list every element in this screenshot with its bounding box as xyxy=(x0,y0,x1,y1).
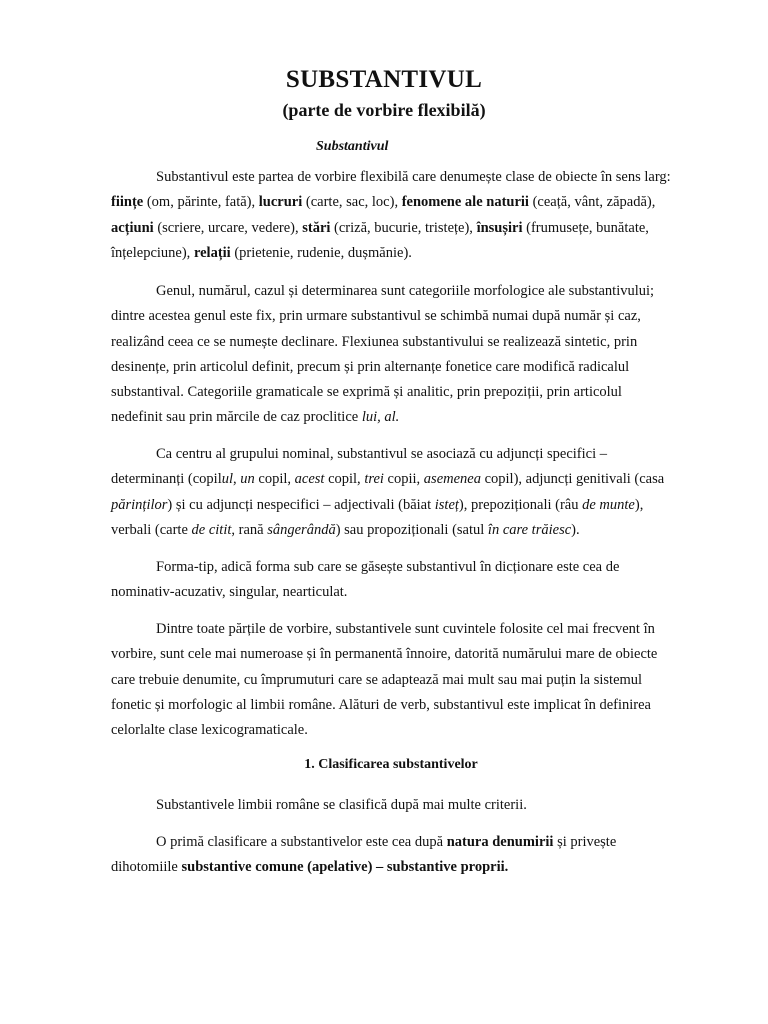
text-run: O primă clasificare a substantivelor este cea după xyxy=(156,834,447,850)
text-run: ) și cu adjuncți nespecifici – adjectivali (băiat xyxy=(167,496,435,513)
paragraph-criteria xyxy=(111,793,711,818)
italic-text: de munte xyxy=(582,496,635,513)
paragraph-first-classification xyxy=(111,830,711,881)
text-run: (carte, sac, loc), xyxy=(302,194,402,211)
bold-text: acțiuni xyxy=(111,219,154,236)
text-line xyxy=(111,617,711,642)
text-run: Ca centru al grupului nominal, substantivul se asociază cu adjuncți specifici – xyxy=(156,446,607,462)
bold-text: relații xyxy=(193,244,231,261)
text-run: , xyxy=(233,471,241,488)
text-run: Substantivele limbii române se clasifică după mai multe criterii. xyxy=(156,797,527,813)
bold-text: lucruri xyxy=(258,194,303,211)
italic-text: asemenea xyxy=(423,471,481,488)
text-run: copii, xyxy=(383,471,424,488)
text-run: fonetic și morfologic al limbii române. Alături de verb, substantivul este implicat în definirea xyxy=(111,696,651,713)
text-line xyxy=(111,555,711,580)
page-title: SUBSTANTIVUL xyxy=(285,66,483,93)
text-line xyxy=(111,718,711,743)
text-line xyxy=(111,190,711,215)
text-run: copil, xyxy=(324,471,365,488)
text-run: dintre acestea genul este fix, prin urmare substantivul se schimbă numai după număr și caz, xyxy=(111,308,641,325)
text-line xyxy=(111,405,711,430)
bold-text: ființe xyxy=(111,194,144,211)
text-run: copil), adjuncți genitivali (casa xyxy=(480,471,665,488)
text-line xyxy=(111,467,711,492)
text-line xyxy=(111,216,711,241)
paragraph-frequency xyxy=(111,617,711,743)
text-run: celorlalte clase lexicogramaticale. xyxy=(111,722,308,739)
text-line xyxy=(111,241,711,266)
text-line xyxy=(111,580,711,605)
text-run: vorbire, sunt cele mai numeroase și în permanentă înnoire, datorită numărului mare de obiecte xyxy=(111,646,658,663)
text-run: ), xyxy=(634,496,644,513)
text-line xyxy=(111,279,711,304)
text-run: Dintre toate părțile de vorbire, substantivele sunt cuvintele folosite cel mai frecvent în xyxy=(156,621,655,637)
text-line xyxy=(111,355,711,380)
text-line xyxy=(111,642,711,667)
text-run: substantival. Categoriile gramaticale se exprimă și analitic, prin prepoziții, prin articolul xyxy=(111,384,622,401)
text-run: dihotomiile xyxy=(111,859,182,876)
text-line xyxy=(111,304,711,329)
section-label: Substantivul xyxy=(316,139,389,154)
section-heading: 1. Clasificarea substantivelor xyxy=(304,757,478,772)
text-line xyxy=(111,855,711,880)
text-run: și privește xyxy=(553,834,617,850)
bold-text: fenomene ale naturii xyxy=(401,194,529,211)
text-run: (criză, bucurie, tristețe), xyxy=(330,219,477,236)
text-line xyxy=(111,165,711,190)
text-line xyxy=(111,693,711,718)
italic-text: un xyxy=(240,471,255,488)
italic-text: acest xyxy=(294,471,325,488)
text-line xyxy=(111,830,711,855)
text-line xyxy=(111,518,711,543)
text-line xyxy=(111,330,711,355)
text-run: care trebuie denumite, cu împrumuturi care se adaptează mai mult sau mai puțin la sistemul xyxy=(111,671,643,688)
text-run: (frumusețe, bunătate, xyxy=(522,219,649,236)
paragraph-definition xyxy=(111,165,711,266)
bold-text: însușiri xyxy=(476,219,523,236)
italic-text: în care trăiesc xyxy=(487,521,572,538)
italic-text: părinților xyxy=(111,496,168,513)
italic-text: trei xyxy=(364,471,384,488)
paragraph-adjuncts xyxy=(111,442,711,543)
text-run: (scriere, urcare, vedere), xyxy=(153,219,303,236)
text-run: realizând ceea ce se numește declinare. Flexiunea substantivului se realizează sintetic, prin xyxy=(111,333,638,350)
text-run: desinențe, prin articolul definit, precum și prin alternanțe fonetice care modifică radicalul xyxy=(111,358,630,375)
text-run: Substantivul este partea de vorbire flexibilă care denumește clase de obiecte în sens larg: xyxy=(156,169,671,185)
text-run: Forma-tip, adică forma sub care se găsește substantivul în dicționare este cea de xyxy=(156,559,620,575)
italic-text: de citit xyxy=(191,521,232,538)
text-run: , rană xyxy=(231,521,268,538)
paragraph-categories xyxy=(111,279,711,431)
italic-text: isteț xyxy=(434,496,459,513)
text-run: copil, xyxy=(254,471,295,488)
text-line xyxy=(111,793,711,818)
text-run: (ceață, vânt, zăpadă), xyxy=(528,194,656,211)
italic-text: sângerândă xyxy=(267,521,336,538)
text-line xyxy=(111,380,711,405)
italic-text: lui, al. xyxy=(361,409,400,426)
text-run: nedefinit sau prin mărcile de caz proclitice xyxy=(111,409,362,426)
text-line xyxy=(111,668,711,693)
paragraph-form-type xyxy=(111,555,711,606)
bold-text: stări xyxy=(302,219,331,236)
text-run: (om, părinte, fată), xyxy=(143,194,259,211)
text-line xyxy=(111,442,711,467)
text-run: nominativ-acuzativ, singular, nearticulat. xyxy=(111,584,348,601)
italic-text: ul xyxy=(221,471,234,488)
bold-text: substantive comune (apelative) – substantive proprii. xyxy=(181,859,509,876)
text-line xyxy=(111,493,711,518)
text-run: determinanți (copil xyxy=(111,471,222,488)
text-run: ), prepoziționali (râu xyxy=(458,496,583,513)
text-run: verbali (carte xyxy=(111,521,192,538)
text-run: înțelepciune), xyxy=(111,244,194,261)
text-run: ). xyxy=(571,521,580,538)
text-run: (prietenie, rudenie, dușmănie). xyxy=(230,244,412,261)
text-run: Genul, numărul, cazul și determinarea sunt categoriile morfologice ale substantivului; xyxy=(156,283,655,299)
text-run: ) sau propoziționali (satul xyxy=(335,521,488,538)
page-subtitle: (parte de vorbire flexibilă) xyxy=(282,100,486,120)
bold-text: natura denumirii xyxy=(446,834,554,850)
